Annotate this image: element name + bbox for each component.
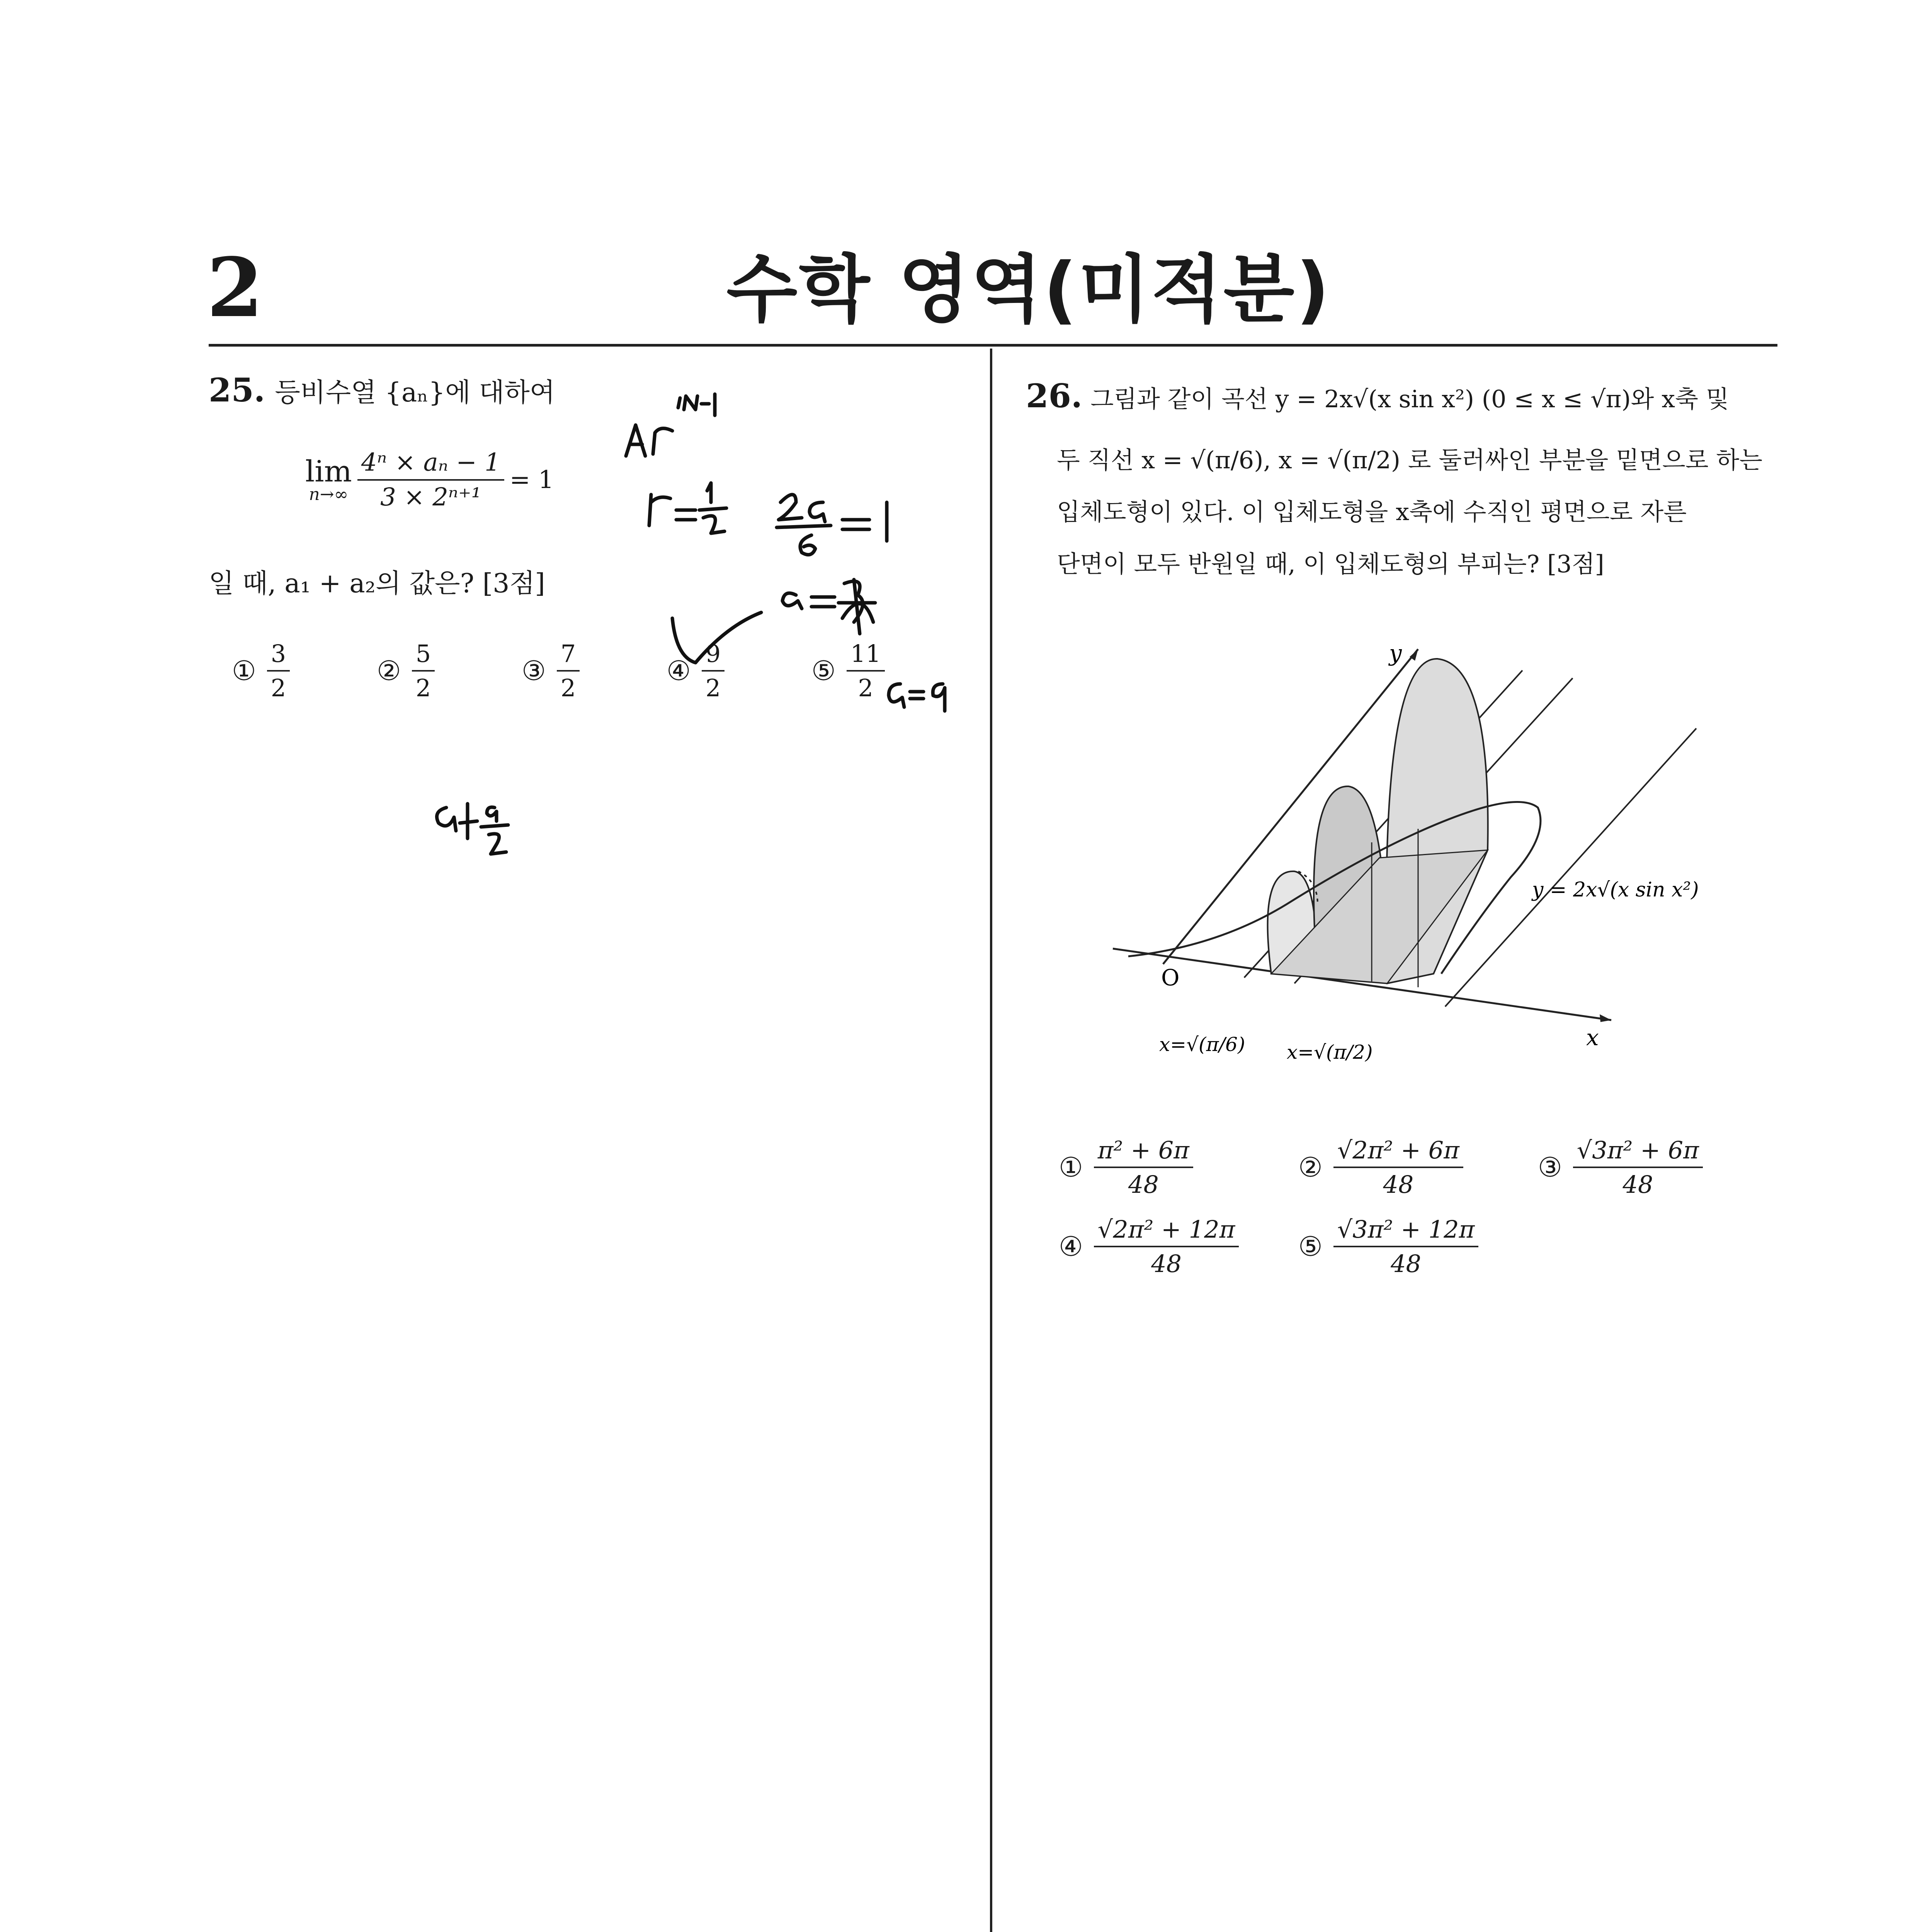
choice-denominator: 2 xyxy=(270,674,286,702)
question-26 xyxy=(1026,377,1772,578)
hw-stroke xyxy=(460,804,477,838)
choice-numerator: 7 xyxy=(557,639,580,672)
q25-choice-1[interactable] xyxy=(232,639,377,702)
hw-stroke xyxy=(838,580,875,634)
choice-denominator: 48 xyxy=(1151,1250,1182,1278)
question-26-choices-row1 xyxy=(1059,1136,1754,1199)
choice-marker: ④ xyxy=(1059,1231,1083,1262)
hw-stroke xyxy=(487,807,497,821)
hw-stroke xyxy=(777,526,831,527)
choice-numerator: √3π² + 6π xyxy=(1573,1136,1703,1168)
choice-numerator: 3 xyxy=(267,639,290,672)
limit-denominator: 3 × 2ⁿ⁺¹ xyxy=(380,483,481,512)
column-divider xyxy=(990,349,992,1932)
question-25-prompt: 일 때, a₁ + a₂의 값은? [3점] xyxy=(209,568,545,599)
question-26-line1: 그림과 같이 곡선 y = 2x√(x sin x²) (0 ≤ x ≤ √π)와 x축 및 xyxy=(1090,385,1729,413)
curve-label: y = 2x√(x sin x²) xyxy=(1532,878,1699,901)
question-26-choices-row2 xyxy=(1059,1215,1538,1278)
hw-stroke xyxy=(779,495,802,520)
q26-choice-2[interactable] xyxy=(1298,1136,1538,1199)
line-label-pi2: x=√(π/2) xyxy=(1287,1041,1373,1063)
choice-numerator: 5 xyxy=(412,639,435,672)
choice-denominator: 2 xyxy=(415,674,431,702)
choice-numerator: √2π² + 12π xyxy=(1094,1215,1239,1247)
handwritten-notes xyxy=(425,386,985,889)
hw-stroke xyxy=(810,502,825,522)
limit-operator xyxy=(305,454,352,504)
hw-stroke xyxy=(649,495,670,526)
choice-numerator: 11 xyxy=(847,639,885,672)
y-axis-label: y xyxy=(1389,640,1402,666)
choice-denominator: 2 xyxy=(705,674,721,702)
limit-rhs: = 1 xyxy=(509,466,554,494)
hw-stroke xyxy=(437,808,456,831)
choice-marker: ⑤ xyxy=(811,655,836,687)
question-26-line2: 두 직선 x = √(π/6), x = √(π/2) 로 둘러싸인 부분을 밑면으로 하는 xyxy=(1057,446,1763,474)
hw-stroke xyxy=(672,612,761,663)
hw-stroke xyxy=(626,425,645,456)
choice-marker: ② xyxy=(1298,1151,1323,1183)
line-label-pi6: x=√(π/6) xyxy=(1159,1033,1245,1056)
q26-choice-1[interactable] xyxy=(1059,1136,1298,1199)
choice-denominator: 48 xyxy=(1128,1170,1159,1199)
page-number: 2 xyxy=(207,240,264,335)
hw-stroke xyxy=(481,825,508,827)
question-26-number: 26. xyxy=(1026,377,1083,415)
choice-marker: ③ xyxy=(1538,1151,1562,1183)
choice-denominator: 48 xyxy=(1383,1170,1414,1199)
q26-choice-3[interactable] xyxy=(1538,1136,1754,1199)
hw-stroke xyxy=(889,684,904,707)
exam-title: 수학 영역(미적분) xyxy=(726,247,1331,332)
x-axis-arrow xyxy=(1600,1014,1611,1022)
choice-denominator: 2 xyxy=(858,674,873,702)
hw-stroke xyxy=(676,510,696,520)
choice-marker: ① xyxy=(232,655,256,687)
origin-label: O xyxy=(1161,964,1180,991)
hw-stroke xyxy=(910,692,923,699)
question-26-line3: 입체도형이 있다. 이 입체도형을 x축에 수직인 평면으로 자른 xyxy=(1057,498,1687,526)
hw-stroke xyxy=(811,597,835,607)
choice-numerator: √2π² + 6π xyxy=(1333,1136,1463,1168)
choice-marker: ① xyxy=(1059,1151,1083,1183)
choice-numerator: π² + 6π xyxy=(1094,1136,1193,1168)
choice-denominator: 48 xyxy=(1391,1250,1421,1278)
hw-stroke xyxy=(653,429,672,454)
lim-subscript: n→∞ xyxy=(309,485,349,504)
q26-choice-5[interactable] xyxy=(1298,1215,1538,1278)
hw-stroke xyxy=(782,593,802,609)
choice-numerator: √3π² + 12π xyxy=(1333,1215,1479,1247)
choice-numerator: 9 xyxy=(702,639,724,672)
hw-stroke xyxy=(489,834,506,854)
header-rule xyxy=(209,344,1777,347)
hw-stroke xyxy=(678,394,715,415)
solid-figure xyxy=(1101,634,1739,1097)
question-26-line4: 단면이 모두 반원일 때, 이 입체도형의 부피는? [3점] xyxy=(1057,549,1604,578)
hw-stroke xyxy=(800,535,815,555)
question-25-intro: 등비수열 {aₙ}에 대하여 xyxy=(275,378,555,408)
question-25-number: 25. xyxy=(209,371,265,409)
choice-marker: ⑤ xyxy=(1298,1231,1323,1262)
limit-numerator: 4ⁿ × aₙ − 1 xyxy=(357,448,504,481)
q26-choice-4[interactable] xyxy=(1059,1215,1298,1278)
choice-marker: ④ xyxy=(667,655,691,687)
choice-marker: ③ xyxy=(522,655,546,687)
choice-denominator: 48 xyxy=(1622,1170,1653,1199)
lim-text: lim xyxy=(305,454,352,488)
question-26-line1-row xyxy=(1026,377,1772,415)
hw-stroke xyxy=(842,520,869,529)
choice-denominator: 2 xyxy=(560,674,576,702)
x-axis-label: x xyxy=(1586,1024,1599,1051)
choice-marker: ② xyxy=(377,655,401,687)
hw-stroke xyxy=(699,483,726,533)
hw-stroke xyxy=(933,684,945,711)
